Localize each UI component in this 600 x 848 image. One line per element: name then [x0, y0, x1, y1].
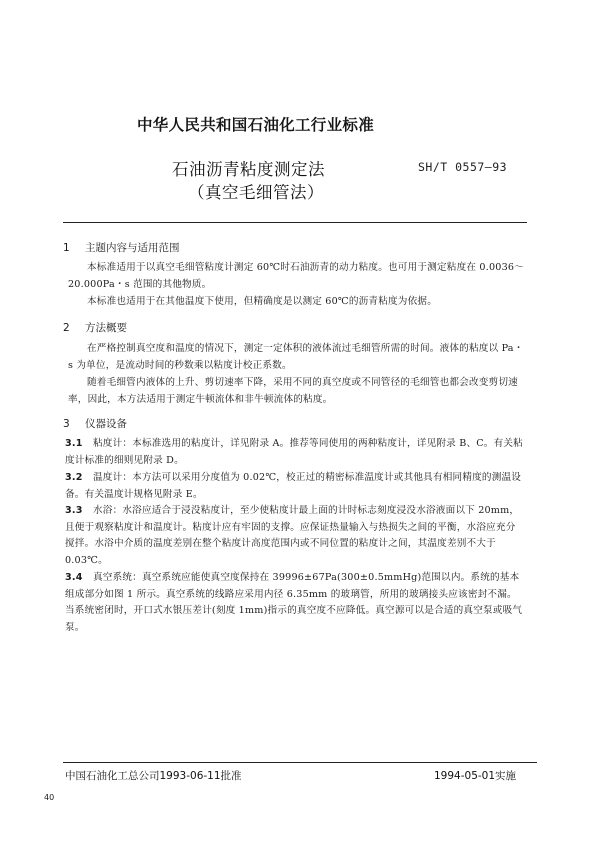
section-1-paragraph-1: 本标准适用于以真空毛细管粘度计测定 60℃时石油沥青的动力粘度。也可用于测定粘度在 0.0036～20.000Pa・s 范围的其他物质。 — [68, 262, 524, 290]
section-title: 方法概要 — [85, 322, 127, 334]
clause-3-4 — [65, 570, 525, 636]
clause-3-3 — [65, 503, 525, 569]
industry-standard-label: 中华人民共和国石油化工行业标准 — [137, 116, 375, 134]
section-number: 3 — [63, 418, 70, 430]
clause-number: 3.2 — [65, 472, 83, 483]
clause-number: 3.4 — [65, 572, 83, 583]
page-number: 40 — [44, 793, 55, 802]
section-2-paragraph-1: 在严格控制真空度和温度的情况下，测定一定体积的液体流过毛细管所需的时间。液体的粘度以 Pa・s 为单位，是流动时间的秒数乘以粘度计校正系数。 — [68, 343, 524, 371]
section-number: 2 — [63, 322, 70, 334]
clause-text: 真空系统：真空系统应能使真空度保持在 39996±67Pa(300±0.5mmHg)范围以内。系统的基本组成部分如图 1 所示。真空系统的线路应采用内径 6.35mm 的玻璃管，所用的玻璃接头应该密封不漏。当系统密闭时，开口式水银压差计(刻度 1mm)指示的真空度不应降低。真空源可以是合适的真空泵或吸气泵。 — [65, 572, 523, 633]
header-divider — [63, 222, 527, 223]
clause-3-1 — [65, 436, 525, 469]
clause-text: 水浴：水浴应适合于浸没粘度计，至少使粘度计最上面的计时标志刻度浸没水浴液面以下 20mm，且便于观察粘度计和温度计。粘度计应有牢固的支撑。应保证热量输入与热损失之间的平衡，水浴应充分搅拌。水浴中介质的温度差别在整个粘度计高度范围内或不同位置的粘度计之间，其温度差别不大于 0.03℃。 — [65, 505, 520, 566]
section-title: 主题内容与适用范围 — [85, 242, 180, 254]
clause-number: 3.1 — [65, 438, 83, 449]
approval-date: 中国石油化工总公司1993-06-11批准 — [65, 770, 242, 782]
section-number: 1 — [63, 242, 70, 254]
standard-code: SH/T 0557—93 — [418, 160, 508, 174]
clause-text: 粘度计：本标准选用的粘度计，详见附录 A。推荐等同使用的两种粘度计，详见附录 B、C。有关粘度计标准的细则见附录 D。 — [65, 438, 523, 466]
document-subtitle: （真空毛细管法） — [188, 183, 324, 202]
section-heading-1 — [63, 240, 180, 255]
clause-3-2 — [65, 470, 525, 503]
section-title: 仪器设备 — [85, 418, 127, 430]
clause-text: 温度计：本方法可以采用分度值为 0.02℃，校正过的精密标准温度计或其他具有相同精度的测温设备。有关温度计规格见附录 E。 — [65, 472, 522, 500]
section-heading-3 — [63, 416, 127, 431]
implementation-date: 1994-05-01实施 — [434, 770, 517, 782]
section-1-paragraph-2: 本标准也适用于在其他温度下使用，但精确度是以测定 60℃的沥青粘度为依据。 — [87, 296, 437, 307]
clause-number: 3.3 — [65, 505, 83, 516]
section-2-paragraph-2: 随着毛细管内液体的上升、剪切速率下降，采用不同的真空度或不同管径的毛细管也都会改变剪切速率，因此，本方法适用于测定牛顿流体和非牛顿流体的粘度。 — [68, 377, 518, 405]
document-title: 石油沥青粘度测定法 — [172, 160, 325, 179]
section-heading-2 — [63, 320, 127, 335]
footer-divider — [63, 762, 537, 763]
